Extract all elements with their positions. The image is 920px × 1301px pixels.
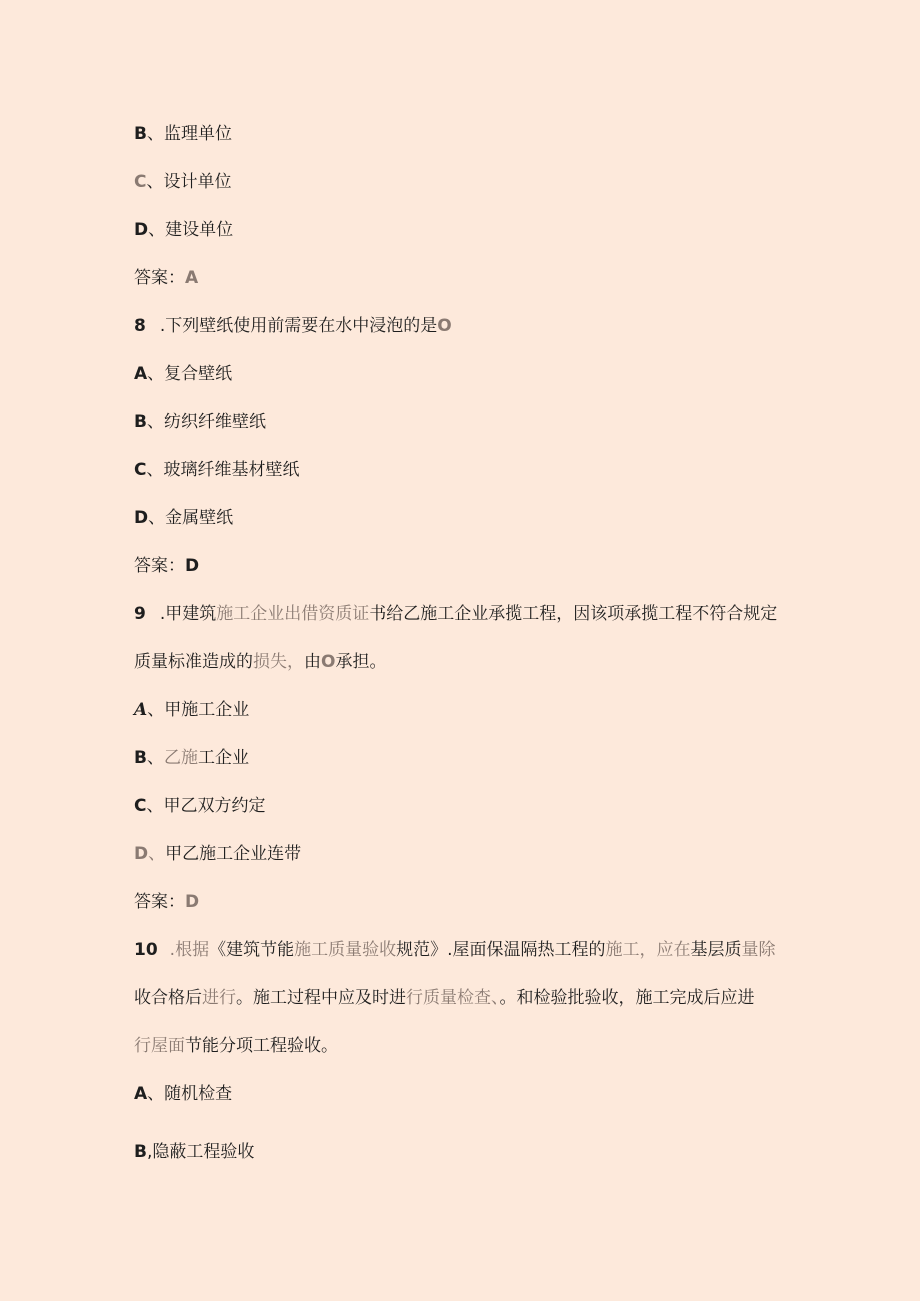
question-text: 书给乙施工企业承揽工程，因该项承揽工程不符合规定 [369, 604, 778, 624]
option-text: 、纺织纤维壁纸 [146, 412, 266, 432]
question-text-faded: 施工，应在 [605, 940, 691, 960]
option-letter: C [134, 172, 147, 192]
option-text: 甲乙施工企业连带 [165, 844, 302, 864]
question-text: 承担。 [335, 652, 387, 672]
q7-option-b [134, 123, 232, 145]
question-number: 8 [134, 316, 146, 336]
question-number: 10 [134, 940, 158, 960]
question-text: 基层质 [690, 940, 742, 960]
answer-label: 答案： [134, 892, 185, 912]
question-text: .甲建筑 [159, 604, 217, 624]
q8-option-d [134, 507, 233, 529]
option-text-faded: 乙施 [163, 748, 198, 768]
q9-option-c [134, 795, 265, 817]
option-text: 、 [146, 748, 164, 768]
question-text: 质量标准造成的 [134, 652, 253, 672]
option-letter: A [134, 700, 148, 720]
q7-option-c [134, 171, 231, 193]
option-text-faded: 、 [148, 844, 166, 864]
q10-option-b [134, 1141, 254, 1163]
option-text: 、监理单位 [146, 124, 232, 144]
question-text: 收合格后 [134, 988, 202, 1008]
option-letter: B [134, 1142, 147, 1162]
question-text: 。和检验批验收，施工完成后应进 [499, 988, 755, 1008]
question-blank: O [437, 316, 452, 336]
question-text-faded: 施工质量验收 [294, 940, 397, 960]
option-letter: D [134, 844, 149, 864]
q9-option-d [134, 843, 301, 865]
question-text: 《建筑节能 [209, 940, 295, 960]
option-letter: C [134, 796, 147, 816]
option-letter: A [134, 1084, 148, 1104]
q9-option-b [134, 747, 249, 769]
q8-option-a [134, 363, 232, 385]
option-letter: D [134, 220, 149, 240]
q10-option-a [134, 1083, 232, 1105]
option-letter: B [134, 748, 147, 768]
q9-option-a [134, 699, 249, 721]
q8-option-c [134, 459, 299, 481]
q8-answer [134, 555, 199, 577]
option-letter: B [134, 412, 147, 432]
question-text: 。施工过程中应及时进 [236, 988, 406, 1008]
question-text-faded: 进行 [202, 988, 236, 1008]
q7-answer [134, 267, 198, 289]
q9-question-line-2 [134, 651, 386, 673]
question-text: 由 [304, 652, 321, 672]
question-text-faded: 行屋面 [134, 1036, 185, 1056]
answer-label: 答案： [134, 268, 185, 288]
option-letter: A [134, 364, 148, 384]
question-text: 规范》.屋面保温隔热工程的 [396, 940, 606, 960]
question-text-faded: 量除 [741, 940, 776, 960]
option-text: 、复合壁纸 [147, 364, 233, 384]
q8-option-b [134, 411, 266, 433]
option-letter: C [134, 460, 147, 480]
option-text: 工企业 [197, 748, 249, 768]
answer-value: D [185, 892, 200, 912]
option-text: 、甲施工企业 [147, 700, 250, 720]
option-text: 、建设单位 [148, 220, 234, 240]
option-text: 、设计单位 [146, 172, 232, 192]
question-text: .下列壁纸使用前需要在水中浸泡的是 [159, 316, 438, 336]
question-text-faded: 损失， [253, 652, 304, 672]
option-letter: B [134, 124, 147, 144]
option-text: 、金属壁纸 [148, 508, 234, 528]
q10-question-line-3 [134, 1035, 338, 1057]
q9-answer [134, 891, 199, 913]
question-text-faded: 行质量检查、 [406, 988, 500, 1008]
answer-label: 答案： [134, 556, 185, 576]
answer-value: D [185, 556, 200, 576]
question-number: 9 [134, 604, 146, 624]
option-text: 、玻璃纤维基材壁纸 [146, 460, 300, 480]
question-text: 节能分项工程验收。 [185, 1036, 338, 1056]
question-blank: O [321, 652, 336, 672]
q8-question [134, 315, 452, 337]
option-text: 、甲乙双方约定 [146, 796, 266, 816]
q7-option-d [134, 219, 233, 241]
q10-question-line-1 [134, 939, 775, 961]
option-letter: D [134, 508, 149, 528]
option-text: 、随机检查 [147, 1084, 233, 1104]
q9-question-line-1 [134, 603, 777, 625]
option-text: ,隐蔽工程验收 [146, 1142, 255, 1162]
question-text-faded: 施工企业出借资质证 [216, 604, 370, 624]
q10-question-line-2 [134, 987, 755, 1009]
answer-value: A [185, 268, 199, 288]
question-text-faded: .根据 [169, 940, 210, 960]
